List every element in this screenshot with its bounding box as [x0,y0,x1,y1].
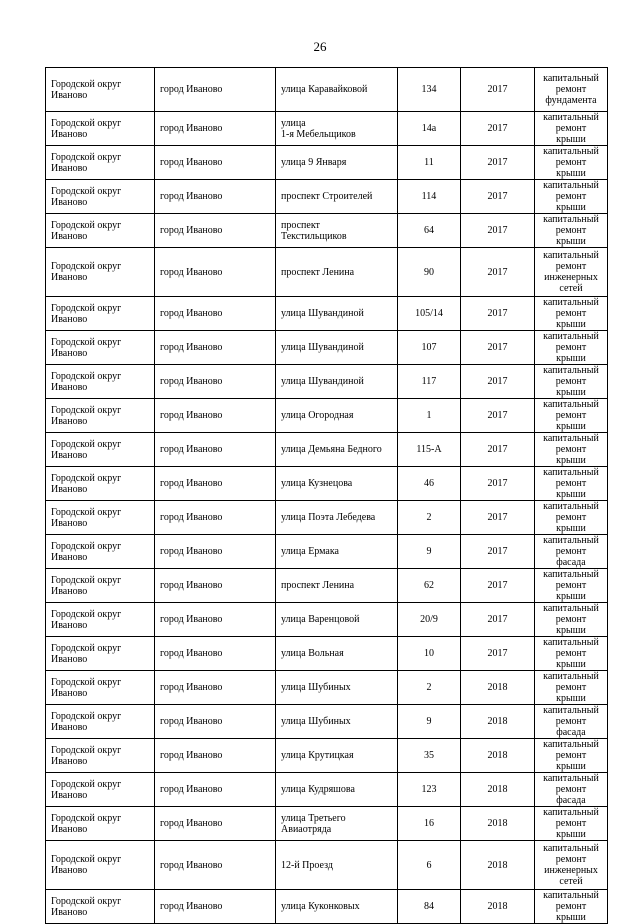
cell-work-type-line: капитальный [543,331,599,342]
cell-municipality-line: Городской округ [51,219,122,231]
cell-work-type [535,890,608,924]
cell-work-type-line: капитальный [543,843,599,854]
table-row [46,841,608,890]
cell-municipality [46,637,155,671]
cell-work-type-line: капитальный [543,467,599,478]
cell-work-type-line: ремонт фасада [555,716,587,738]
cell-street [276,365,398,399]
cell-municipality-line: Иваново [51,865,88,876]
cell-street [276,807,398,841]
cell-street [276,214,398,248]
cell-work-type-line: ремонт крыши [555,342,587,364]
cell-street-line: улица Варенцовой [281,614,360,625]
cell-year: 2017 [461,535,535,569]
cell-work-type [535,146,608,180]
cell-settlement: город Иваново [155,807,276,841]
cell-work-type [535,248,608,297]
cell-municipality-line: Городской округ [51,438,122,450]
cell-street-line: улица Огородная [281,410,354,421]
cell-year: 2017 [461,112,535,146]
cell-settlement: город Иваново [155,180,276,214]
table-row [46,248,608,297]
cell-year: 2017 [461,637,535,671]
cell-work-type [535,433,608,467]
cell-year: 2017 [461,603,535,637]
cell-street [276,180,398,214]
cell-street-line: улица [281,117,306,129]
cell-street [276,671,398,705]
table-body [46,68,608,924]
table-row [46,146,608,180]
cell-year: 2017 [461,569,535,603]
cell-street [276,501,398,535]
cell-work-type [535,331,608,365]
cell-municipality [46,68,155,112]
cell-street-line: улица Крутицкая [281,750,354,761]
cell-work-type-line: ремонт крыши [555,682,587,704]
cell-house-number: 90 [398,248,461,297]
cell-municipality-line: Иваново [51,619,88,631]
cell-municipality-line: Иваново [51,551,88,563]
cell-street [276,705,398,739]
cell-settlement: город Иваново [155,146,276,180]
cell-work-type [535,180,608,214]
cell-work-type-line: ремонт крыши [555,614,587,636]
cell-work-type [535,671,608,705]
cell-work-type-line: ремонт крыши [555,901,587,923]
cell-municipality-line: Иваново [51,272,88,283]
cell-street [276,146,398,180]
table-row [46,773,608,807]
cell-work-type-line: сетей [559,876,583,887]
cell-municipality-line: Иваново [51,449,88,461]
cell-year: 2017 [461,297,535,331]
cell-work-type-line: ремонт крыши [555,648,587,670]
cell-work-type-line: капитальный [543,807,599,818]
cell-municipality-line: Городской округ [51,710,122,722]
cell-municipality-line: Иваново [51,823,88,835]
cell-municipality-line: Иваново [51,381,88,393]
cell-work-type-line: ремонт фасада [555,546,587,568]
cell-house-number: 16 [398,807,461,841]
cell-street [276,112,398,146]
cell-year: 2018 [461,671,535,705]
cell-street-line: улица Шувандиной [281,308,364,319]
cell-municipality-line: Иваново [51,483,88,495]
cell-municipality-line: Иваново [51,585,88,597]
cell-street [276,68,398,112]
cell-year: 2017 [461,180,535,214]
table-row [46,467,608,501]
cell-street-line: проспект Ленина [281,580,355,591]
cell-street-line: улица Ермака [281,546,339,557]
housing-repair-table [45,67,608,924]
cell-work-type [535,807,608,841]
cell-house-number: 117 [398,365,461,399]
cell-work-type [535,501,608,535]
cell-municipality [46,773,155,807]
cell-work-type-line: капитальный [543,73,599,84]
cell-work-type-line: ремонт [555,261,587,272]
table-row [46,569,608,603]
cell-year: 2017 [461,68,535,112]
cell-work-type-line: сетей [559,283,583,294]
cell-work-type-line: ремонт крыши [555,308,587,330]
cell-house-number: 9 [398,535,461,569]
cell-municipality [46,467,155,501]
cell-street [276,535,398,569]
cell-settlement: город Иваново [155,569,276,603]
cell-year: 2017 [461,501,535,535]
cell-house-number: 6 [398,841,461,890]
cell-street [276,637,398,671]
cell-work-type-line: капитальный [543,399,599,410]
cell-municipality-line: Иваново [51,196,88,208]
cell-work-type-line: ремонт крыши [555,191,587,213]
cell-house-number: 115-А [398,433,461,467]
cell-street [276,399,398,433]
cell-municipality-line: Городской округ [51,744,122,756]
cell-work-type [535,467,608,501]
cell-municipality-line: Городской округ [51,117,122,129]
cell-year: 2017 [461,433,535,467]
cell-work-type-line: капитальный [543,569,599,580]
cell-street-line: улица Шубиных [281,716,351,727]
cell-work-type-line: капитальный [543,214,599,225]
cell-work-type-line: капитальный [543,535,599,546]
cell-work-type-line: капитальный [543,297,599,308]
cell-municipality [46,535,155,569]
cell-work-type-line: ремонт крыши [555,750,587,772]
cell-municipality [46,180,155,214]
cell-work-type [535,773,608,807]
cell-municipality-line: Иваново [51,230,88,242]
cell-street [276,841,398,890]
cell-street-line: улица Кудряшова [281,784,355,795]
cell-work-type [535,841,608,890]
cell-work-type-line: капитальный [543,637,599,648]
cell-year: 2017 [461,214,535,248]
table-row [46,501,608,535]
cell-street-line: проспект [281,219,320,231]
cell-municipality-line: Городской округ [51,78,122,90]
cell-settlement: город Иваново [155,331,276,365]
cell-street-line: 1-я Мебельщиков [281,128,356,140]
cell-municipality-line: Городской округ [51,642,122,654]
cell-municipality-line: Городской округ [51,574,122,586]
cell-street-line: проспект Строителей [281,191,373,202]
table-row [46,180,608,214]
cell-house-number: 134 [398,68,461,112]
cell-house-number: 35 [398,739,461,773]
cell-municipality [46,248,155,297]
cell-municipality [46,841,155,890]
cell-work-type-line: ремонт [555,84,587,95]
cell-settlement: город Иваново [155,890,276,924]
cell-municipality-line: Иваново [51,789,88,801]
cell-municipality-line: Городской округ [51,778,122,790]
cell-municipality [46,112,155,146]
cell-house-number: 10 [398,637,461,671]
cell-street-line: улица Шувандиной [281,376,364,387]
table-row [46,671,608,705]
cell-work-type-line: ремонт крыши [555,512,587,534]
cell-municipality [46,890,155,924]
cell-settlement: город Иваново [155,637,276,671]
cell-street-line: улица Куконковых [281,901,360,912]
cell-settlement: город Иваново [155,433,276,467]
table-row [46,331,608,365]
cell-municipality-line: Иваново [51,128,88,140]
cell-municipality [46,501,155,535]
cell-year: 2017 [461,399,535,433]
cell-work-type-line: инженерных [544,865,598,876]
cell-work-type [535,603,608,637]
table-row [46,603,608,637]
cell-street-line: Авиаотряда [281,823,332,835]
cell-work-type [535,569,608,603]
cell-municipality [46,807,155,841]
cell-settlement: город Иваново [155,467,276,501]
cell-municipality [46,214,155,248]
cell-municipality [46,739,155,773]
cell-street [276,603,398,637]
cell-house-number: 2 [398,501,461,535]
cell-year: 2017 [461,248,535,297]
cell-year: 2018 [461,773,535,807]
cell-municipality-line: Городской округ [51,812,122,824]
cell-work-type-line: ремонт крыши [555,376,587,398]
page-number: 26 [313,39,327,54]
cell-year: 2017 [461,365,535,399]
cell-house-number: 2 [398,671,461,705]
cell-house-number: 20/9 [398,603,461,637]
cell-street-line: улица Каравайковой [281,84,368,95]
cell-settlement: город Иваново [155,112,276,146]
cell-street-line: улица Шубиных [281,682,351,693]
cell-work-type-line: капитальный [543,739,599,750]
cell-street-line: улица Третьего [281,812,346,824]
cell-work-type [535,399,608,433]
cell-work-type [535,637,608,671]
cell-municipality-line: Городской округ [51,370,122,382]
cell-municipality [46,399,155,433]
cell-municipality-line: Иваново [51,162,88,174]
cell-house-number: 1 [398,399,461,433]
cell-work-type-line: ремонт [555,854,587,865]
cell-house-number: 107 [398,331,461,365]
cell-street-line: улица 9 Января [281,157,347,168]
table-row [46,890,608,924]
cell-work-type [535,297,608,331]
cell-street [276,467,398,501]
table-row [46,739,608,773]
cell-street [276,331,398,365]
cell-work-type-line: капитальный [543,365,599,376]
table-row [46,214,608,248]
cell-house-number: 46 [398,467,461,501]
cell-settlement: город Иваново [155,214,276,248]
cell-work-type [535,739,608,773]
cell-municipality [46,365,155,399]
cell-year: 2017 [461,331,535,365]
cell-work-type-line: капитальный [543,501,599,512]
cell-municipality-line: Городской округ [51,895,122,907]
cell-year: 2017 [461,146,535,180]
cell-municipality-line: Городской округ [51,185,122,197]
cell-municipality [46,603,155,637]
cell-house-number: 84 [398,890,461,924]
cell-municipality-line: Городской округ [51,676,122,688]
table-row [46,68,608,112]
cell-municipality-line: Иваново [51,347,88,359]
cell-municipality-line: Иваново [51,415,88,427]
cell-settlement: город Иваново [155,739,276,773]
cell-work-type-line: ремонт крыши [555,580,587,602]
cell-year: 2018 [461,705,535,739]
cell-house-number: 9 [398,705,461,739]
cell-street-line: улица Демьяна Бедного [281,444,382,455]
cell-house-number: 114 [398,180,461,214]
cell-street-line: улица Кузнецова [281,478,353,489]
cell-municipality-line: Иваново [51,755,88,767]
cell-work-type [535,68,608,112]
cell-work-type-line: ремонт крыши [555,225,587,247]
cell-municipality-line: Городской округ [51,608,122,620]
cell-work-type-line: капитальный [543,603,599,614]
cell-settlement: город Иваново [155,399,276,433]
cell-settlement: город Иваново [155,671,276,705]
cell-work-type-line: ремонт фасада [555,784,587,806]
cell-work-type-line: фундамента [545,95,597,106]
cell-street [276,773,398,807]
cell-municipality-line: Иваново [51,313,88,325]
cell-settlement: город Иваново [155,248,276,297]
cell-municipality [46,433,155,467]
cell-work-type-line: ремонт крыши [555,818,587,840]
cell-street-line: улица Шувандиной [281,342,364,353]
cell-work-type-line: капитальный [543,146,599,157]
cell-street [276,433,398,467]
cell-year: 2017 [461,467,535,501]
cell-municipality [46,331,155,365]
cell-work-type-line: инженерных [544,272,598,283]
cell-house-number: 62 [398,569,461,603]
cell-municipality-line: Иваново [51,906,88,918]
cell-settlement: город Иваново [155,841,276,890]
cell-house-number: 123 [398,773,461,807]
cell-street-line: Текстильщиков [281,230,347,242]
cell-work-type-line: капитальный [543,433,599,444]
cell-municipality-line: Городской округ [51,506,122,518]
cell-street [276,248,398,297]
cell-settlement: город Иваново [155,705,276,739]
cell-house-number: 64 [398,214,461,248]
cell-work-type [535,705,608,739]
cell-house-number: 11 [398,146,461,180]
cell-street [276,569,398,603]
cell-municipality-line: Городской округ [51,540,122,552]
cell-work-type-line: ремонт крыши [555,410,587,432]
cell-municipality [46,671,155,705]
table-row [46,297,608,331]
table-row [46,112,608,146]
cell-year: 2018 [461,841,535,890]
cell-municipality-line: Городской округ [51,151,122,163]
cell-municipality-line: Городской округ [51,404,122,416]
cell-municipality-line: Городской округ [51,302,122,314]
cell-municipality-line: Иваново [51,517,88,529]
table-row [46,399,608,433]
table-row [46,705,608,739]
cell-work-type [535,112,608,146]
cell-municipality-line: Городской округ [51,854,122,865]
cell-street-line: 12-й Проезд [281,859,333,871]
cell-municipality-line: Иваново [51,687,88,699]
cell-street-line: проспект Ленина [281,266,355,278]
cell-work-type-line: капитальный [543,180,599,191]
cell-year: 2018 [461,807,535,841]
cell-settlement: город Иваново [155,535,276,569]
cell-work-type-line: капитальный [543,705,599,716]
cell-work-type [535,535,608,569]
cell-settlement: город Иваново [155,365,276,399]
cell-municipality-line: Городской округ [51,336,122,348]
cell-work-type-line: капитальный [543,671,599,682]
cell-municipality-line: Городской округ [51,261,122,272]
cell-street [276,890,398,924]
cell-municipality [46,705,155,739]
table-row [46,807,608,841]
cell-settlement: город Иваново [155,603,276,637]
cell-work-type-line: ремонт крыши [555,123,587,145]
cell-municipality-line: Иваново [51,89,88,101]
table-row [46,535,608,569]
table-row [46,637,608,671]
cell-settlement: город Иваново [155,501,276,535]
cell-settlement: город Иваново [155,297,276,331]
cell-street [276,739,398,773]
cell-year: 2018 [461,739,535,773]
cell-municipality [46,569,155,603]
cell-street-line: улица Поэта Лебедева [281,512,376,523]
cell-work-type-line: капитальный [543,890,599,901]
cell-house-number: 14а [398,112,461,146]
cell-year: 2018 [461,890,535,924]
cell-settlement: город Иваново [155,68,276,112]
cell-settlement: город Иваново [155,773,276,807]
cell-work-type-line: ремонт крыши [555,444,587,466]
cell-house-number: 105/14 [398,297,461,331]
cell-work-type-line: ремонт крыши [555,157,587,179]
cell-municipality-line: Иваново [51,653,88,665]
cell-work-type-line: капитальный [543,250,599,261]
cell-work-type-line: капитальный [543,112,599,123]
cell-street [276,297,398,331]
cell-municipality [46,297,155,331]
cell-work-type-line: ремонт крыши [555,478,587,500]
cell-municipality-line: Иваново [51,721,88,733]
cell-municipality [46,146,155,180]
table-row [46,365,608,399]
table-row [46,433,608,467]
cell-work-type [535,365,608,399]
cell-municipality-line: Городской округ [51,472,122,484]
cell-work-type [535,214,608,248]
cell-street-line: улица Вольная [281,648,344,659]
cell-work-type-line: капитальный [543,773,599,784]
